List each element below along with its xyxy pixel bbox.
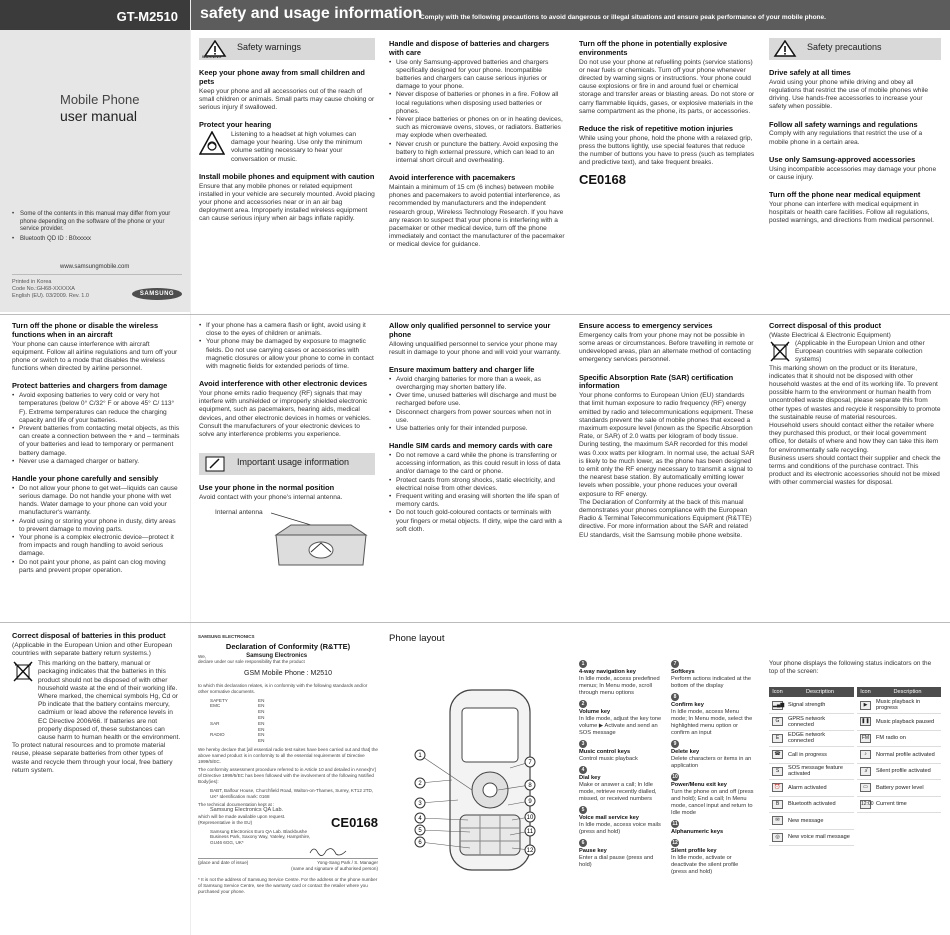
standard-value: EN [258, 720, 265, 726]
section-text: During testing, the maximum SAR recorded for this model was 0.xxx watts per kilogram. In normal use, the actual SAR is likely to be much lower, as the phone has been designed to emit only the RF energy necessary to transmit a signal to the nearest base station. By automatically emitting lower levels when possible, your phone reduces your overall exposure to RF energy. [579, 441, 755, 498]
signatory-name: Yong-Sang Park / S. Manager [317, 859, 378, 865]
music-paused-icon: ❚❚ [861, 718, 870, 725]
legend-key-name: Volume key [579, 709, 611, 715]
row-divider [0, 314, 950, 315]
status-icon-cell [769, 747, 786, 764]
callout-number: 8 [671, 693, 679, 701]
standard-value: EN [258, 703, 265, 709]
status-description: Normal profile activated [874, 747, 941, 764]
caution-icon [773, 40, 797, 58]
section-text: Your phone conforms to European Union (EU) standards that limit human exposure to radio frequency (RF) energy emitted by radio and telecommunications equipment. These standards prevent the sale of mobile phones that exceed a maximum exposure level (known as the Specific Absorption Rate, or SAR) of 2.0 watts per kilogram of body tissue. [579, 392, 754, 441]
status-description: Signal strength [786, 697, 854, 714]
section-subheading: (Waste Electrical & Electronic Equipment) [769, 331, 891, 339]
section-text: Emergency calls from your phone may not be possible in some areas or circumstances. Before travelling in remote or undeveloped areas, plan an alternate method of contacting emergency services personnel. [579, 331, 754, 364]
table-row [857, 763, 941, 780]
standard-value: EN [258, 709, 265, 715]
standard-key: SAR [210, 720, 220, 726]
fm-radio-icon: FM [861, 734, 870, 741]
callout-number: 2 [418, 781, 422, 788]
ce-mark: CE0168 [579, 171, 626, 187]
section-heading: Use only Samsung-approved accessories [769, 154, 916, 164]
column-header: Icon [857, 687, 874, 697]
callout-number: 9 [671, 740, 679, 748]
standard-value: EN [258, 697, 265, 703]
standard-value: EN [258, 738, 265, 744]
table-row [769, 763, 854, 780]
status-icon-cell [769, 813, 786, 830]
table-row [857, 714, 941, 731]
cover-note: • Some of the contents in this manual may differ from your phone depending on the software of the phone or your service provider. [12, 211, 182, 234]
section-text: This marking shown on the product or its literature, indicates that it should not be disposed with other household wastes at the end of its working life. To prevent possible harm to the environment or human health from uncontrolled waste disposal, please separate this from other types of wastes and recycle it responsibly to promote the sustainable reuse of material resources. [769, 364, 941, 421]
status-description: Alarm activated [786, 780, 854, 797]
section-text: Avoid contact with your phone's internal antenna. [199, 494, 343, 502]
important-usage-header [199, 453, 375, 475]
section-heading: Avoid interference with other electronic devices [199, 379, 368, 389]
legend-key-desc: In Idle mode, access Menu mode; In Menu mode, select the highlighted menu option or confirm an input [671, 709, 753, 736]
declaration-title: Declaration of Conformity (R&TTE) [225, 641, 351, 651]
safety-precautions-header [769, 38, 941, 60]
callout-number: 11 [672, 821, 678, 827]
status-description: New message [786, 813, 854, 830]
list-item: • Prevent batteries from contacting metal objects, as this can create a connection between the + and – terminals of your batteries and lead to temporary or permanent battery damage. [12, 425, 182, 458]
weee-column [769, 322, 941, 488]
samsung-logo: SAMSUNG [132, 288, 182, 300]
cover-website: www.samsungmobile.com [60, 264, 130, 270]
batteries-column [389, 40, 565, 250]
legend-key-name: Alphanumeric keys [671, 829, 724, 835]
section-text: Allowing unqualified personnel to service your phone may result in damage to your phone and will void your warranty. [389, 340, 561, 356]
cover-divider [12, 274, 182, 275]
list-item: • Disconnect chargers from power sources when not in use. [389, 409, 565, 425]
legend-item [579, 660, 663, 697]
safety-warnings-column [199, 38, 375, 224]
section-heading: Drive safely at all times [769, 68, 851, 77]
cover-notes [12, 211, 182, 245]
page-subtitle: Comply with the following precautions to avoid dangerous or illegal situations and ensure peak performance of your mobile phone. [420, 14, 826, 21]
damage-list [12, 392, 182, 466]
antenna-illustration [199, 505, 375, 575]
legend-item [671, 660, 755, 690]
legend-key-name: Voice mail service key [579, 815, 639, 821]
silent-profile-icon: ♪̸ [860, 767, 871, 776]
section-heading: Turn off the phone in potentially explosive environments [579, 39, 728, 57]
legend-item [579, 806, 663, 836]
battery-life-list [389, 376, 565, 433]
standard-key: EMC [210, 703, 221, 709]
section-text: Ensure that any mobile phones or related equipment installed in your vehicle are securely mounted. Avoid placing your phone and accessories near or in an air bag deployment area. Improperly installed wireless equipment can cause serious injury when air bags inflate rapidly. [199, 182, 375, 223]
new-message-icon: ✉ [772, 816, 783, 825]
standard-value: EN [258, 732, 265, 738]
callout-number: 5 [579, 806, 587, 814]
sim-list [389, 452, 565, 534]
legend-item [671, 740, 755, 770]
cover-title-line2: user manual [60, 108, 138, 124]
section-heading: Handle SIM cards and memory cards with care [389, 441, 553, 451]
legend-item [579, 839, 663, 869]
status-description: SOS message feature activated [786, 763, 854, 780]
column-divider [190, 0, 191, 935]
battery-icon: ▭ [860, 783, 871, 792]
legend-key-desc: In Idle mode, access predefined menus; In Menu mode, scroll through menu options [579, 676, 660, 696]
list-item: • Never crush or puncture the battery. Avoid exposing the battery to high external pressure, which can lead to an internal short circuit and overheating. [389, 141, 565, 166]
table-row [857, 697, 941, 714]
section-text: Your phone emits radio frequency (RF) signals that may interfere with unshielded or improperly shielded electronic equipment, such as pacemakers, hearing aids, medical devices, and other electronic devices in homes or vehicles. Consult the manufacturers of your electronic devices to solve any interference problems you experience. [199, 390, 371, 439]
cover-title-line1: Mobile Phone [60, 92, 140, 107]
declaration-product: GSM Mobile Phone : M2510 [244, 670, 332, 678]
list-item: • Avoid exposing batteries to very cold or very hot temperatures (below 0° C/32° F or above 45° C/ 113° F). Extreme temperatures can reduce the charging capacity and life of your batteries. [12, 392, 182, 425]
legend-key-desc: Perform actions indicated at the bottom of the display [671, 676, 751, 689]
section-text: Your phone can cause interference with aircraft equipment. Follow all airline regulations and turn off your phone or switch to a mode that disables the wireless functions when directed by airline personnel. [12, 340, 178, 373]
legend-item [671, 773, 755, 817]
section-text: While using your phone, hold the phone with a relaxed grip, press the buttons lightly, use special features that reduce the number of buttons you have to press (such as templates and predictive text), and take frequent breaks. [579, 134, 755, 167]
callout-number: 2 [579, 700, 587, 708]
declaration-text: Samsung Electronics QA Lab. [210, 807, 284, 814]
section-text: Business users should contact their supplier and check the terms and conditions of the purchase contract. This product and its electronic accessories should not be mixed with other commercial wastes for disposal. [769, 454, 941, 487]
antenna-label: Internal antenna [215, 509, 263, 517]
list-item: • Do not paint your phone, as paint can clog moving parts and prevent proper operation. [12, 559, 182, 575]
declaration-address: Samsung Electronics Euro QA Lab. Blackbushe Business Park, Saxony Way, Yateley, Hampshire, GU46 6GG, UK* [210, 828, 311, 846]
section-heading: Follow all safety warnings and regulations [769, 119, 918, 129]
declaration-text: (Representative in the EU) [198, 819, 253, 825]
callout-number: 3 [579, 740, 587, 748]
declaration-text: The technical documentation kept at : [198, 802, 275, 808]
section-heading: Turn off the phone near medical equipment [769, 190, 921, 200]
legend-left [579, 660, 663, 872]
safety-precautions-title: Safety precautions [807, 42, 882, 52]
section-heading: Protect batteries and chargers from damage [12, 381, 168, 391]
clock-icon: 12:00 [861, 800, 874, 807]
section-heading: Turn off the phone or disable the wireless functions when in an aircraft [12, 321, 159, 339]
declaration-text: The conformity assessment procedure referred to in Article 10 and detailed in Annex[IV] of Directive 1999/5/EC has been followed with the involvement of the following Notified Body(ies): [198, 767, 376, 784]
section-heading: Specific Absorption Rate (SAR) certification information [579, 372, 734, 391]
legend-key-name: Power/Menu exit key [671, 782, 727, 788]
callout-number: 6 [418, 840, 422, 847]
table-row [857, 747, 941, 764]
legend-key-name: Music control keys [579, 749, 631, 755]
legend-key-name: Dial key [579, 775, 601, 781]
declaration-text: (name and signature of authorised person) [291, 865, 378, 871]
declaration-company: Samsung Electronics [246, 652, 308, 659]
cover-title [60, 92, 140, 124]
section-heading: Handle your phone carefully and sensibly [12, 474, 159, 484]
important-usage-title: Important usage information [237, 457, 350, 468]
callout-number: 4 [579, 766, 587, 774]
section-text: (Applicable in the European Union and other European countries with separate battery return systems.) [12, 641, 173, 657]
status-description: GPRS network connected [786, 714, 854, 731]
legend-item [671, 820, 755, 836]
legend-key-desc: Make or answer a call; In Idle mode, retrieve recently dialled, missed, or received numbers [579, 782, 657, 802]
section-heading: Avoid interference with pacemakers [389, 173, 516, 183]
table-row [769, 747, 854, 764]
section-heading: Handle and dispose of batteries and chargers with care [389, 39, 550, 57]
section-text: (Applicable in the European Union and other European countries with separate collection systems) [795, 340, 925, 364]
section-heading: Correct disposal of batteries in this product [12, 631, 166, 640]
legend-key-name: Silent profile key [671, 848, 717, 854]
status-description: Current time [874, 796, 941, 813]
legend-item [671, 693, 755, 737]
section-heading: Keep your phone away from small children and pets [199, 68, 365, 86]
section-text: To protect natural resources and to promote material reuse, please separate batteries from other types of waste and recycle them through your local, free battery return system. [12, 742, 173, 774]
list-item: • Avoid using or storing your phone in dusty, dirty areas to prevent damage to moving parts. [12, 518, 182, 534]
status-icon-cell [857, 763, 874, 780]
section-text: Listening to a headset at high volumes can damage your hearing. Use only the minimum volume setting necessary to hear your conversation or music. [231, 131, 363, 163]
status-description: Music playback paused [874, 714, 941, 731]
print-line: Code No.:GH68-XXXXXA [12, 286, 75, 292]
section-heading: Install mobile phones and equipment with caution [199, 171, 375, 181]
status-description: FM radio on [874, 730, 941, 747]
list-item: • If your phone has a camera flash or light, avoid using it close to the eyes of children or animals. [199, 322, 375, 338]
voicemail-icon: ◎ [772, 833, 783, 842]
legend-key-name: 4-way navigation key [579, 669, 636, 675]
status-icon-cell [857, 714, 874, 731]
section-text: Avoid using your phone while driving and obey all regulations that restrict the use of mobile phones while driving. Use hands-free accessories to increase your safety when possible. [769, 78, 929, 111]
legend-key-desc: Delete characters or items in an application [671, 756, 752, 769]
legend-key-desc: Enter a dial pause (press and hold) [579, 855, 654, 868]
status-icons-table-right [857, 687, 941, 813]
signal-icon: ▂▄▆ [773, 701, 785, 708]
page-title: safety and usage information [200, 5, 423, 22]
declaration-of-conformity [198, 634, 378, 924]
status-icon-cell [857, 747, 874, 764]
status-description: Silent profile activated [874, 763, 941, 780]
aircraft-column [12, 322, 182, 575]
section-heading: Correct disposal of this product [769, 321, 882, 330]
phone-antenna-drawing [271, 505, 371, 575]
legend-key-desc: In Idle mode, adjust the key tone volume ▶ Activate and send an SOS message [579, 716, 662, 736]
weee-bin-icon [769, 340, 791, 362]
edge-icon: E [772, 734, 783, 743]
status-description: Call in progress [786, 747, 854, 764]
list-item: • Use only Samsung-approved batteries and chargers specifically designed for your phone. Incompatible batteries and chargers can cause serious injuries or damage to your phone. [389, 59, 565, 92]
status-icon-cell [857, 796, 874, 813]
callout-number: 12 [672, 840, 678, 846]
section-text: Using incompatible accessories may damage your phone or cause injury. [769, 165, 937, 181]
callout-number: 5 [418, 828, 422, 835]
gprs-icon: G [772, 717, 783, 726]
column-header: Description [874, 687, 941, 697]
sar-column [579, 322, 755, 540]
legend-key-name: Pause key [579, 848, 607, 854]
list-item: • Do not remove a card while the phone is transferring or accessing information, as this could result in loss of data and/or damage to the card or phone. [389, 452, 565, 477]
table-row [769, 780, 854, 797]
status-icon-cell [769, 829, 786, 846]
status-icon-cell [769, 763, 786, 780]
declaration-we: We, [198, 653, 207, 659]
list-item: • Use batteries only for their intended purpose. [389, 425, 565, 433]
callout-number: 10 [526, 815, 534, 822]
section-heading: Use your phone in the normal position [199, 483, 335, 493]
section-text: Household users should contact either the retailer where they purchased this product, or their local government office, for details of where and how they can take this item for environmentally safe recycling. [769, 422, 939, 454]
phone-layout-title: Phone layout [389, 633, 445, 644]
list-item: • Protect cards from strong shocks, static electricity, and electrical noise from other devices. [389, 477, 565, 493]
table-row [857, 780, 941, 797]
section-text: The Declaration of Conformity at the back of this manual demonstrates your phones compliance with the European Radio & Terminal Telecommunications Equipment (R&TTE) directive. For more information about the SAR and related EU standards, visit the Samsung mobile phone website. [579, 498, 752, 539]
cover-print-info [12, 279, 89, 300]
safety-precautions-column [769, 38, 941, 225]
samsung-electronics-logo: SAMSUNG ELECTRONICS [198, 634, 255, 639]
section-heading: Ensure access to emergency services [579, 321, 713, 330]
list-item: • Never use a damaged charger or battery. [12, 458, 182, 466]
bluetooth-icon: B [772, 800, 783, 809]
status-icon-cell [857, 780, 874, 797]
callout-number: 1 [579, 660, 587, 668]
list-item: • Avoid charging batteries for more than a week, as overcharging may shorten battery life. [389, 376, 565, 392]
standard-value: EN [258, 726, 265, 732]
standard-row [198, 738, 378, 744]
standard-key [198, 738, 258, 744]
phone-diagram [400, 680, 550, 880]
callout-number: 8 [528, 783, 532, 790]
callout-number: 1 [418, 753, 422, 760]
list-item: • Never dispose of batteries or phones in a fire. Follow all local regulations when disposing used batteries or phones. [389, 91, 565, 116]
legend-item [579, 700, 663, 737]
legend-key-name: Softkeys [671, 669, 695, 675]
standard-key: SAFETY [210, 697, 228, 703]
section-text: Do not use your phone at refuelling points (service stations) or near fuels or chemicals. Turn off your phone whenever directed by warning signs or instructions. Your phone could cause explosions or fire in and around fuel or chemical storage and transfer areas or blasting areas. Do not store or carry flammable liquids, gases, or explosive materials in the same compartment as the phone, its parts, or accessories. [579, 58, 755, 115]
status-description: Battery power level [874, 780, 941, 797]
status-description: New voice mail message [786, 829, 854, 846]
table-row [769, 714, 854, 731]
service-column [389, 322, 565, 534]
print-line: English (EU). 03/2009. Rev. 1.0 [12, 293, 89, 299]
handle-list [12, 485, 182, 575]
legend-item [671, 839, 755, 876]
status-icon-cell [857, 697, 874, 714]
section-heading: Ensure maximum battery and charger life [389, 365, 535, 374]
safety-warnings-header [199, 38, 375, 60]
legend-item [579, 740, 663, 763]
declaration-footnote: * It is not the address of Samsung Service Centre. For the address or the phone number of Samsung Service Centre, see the warranty card or contact the retailer where you purchased your phone. [198, 877, 378, 894]
legend-key-name: Delete key [671, 749, 700, 755]
battery-disposal-column [12, 632, 182, 775]
declaration-text: declare under our sole responsibility that the product [198, 659, 305, 665]
print-line: Printed in Korea [12, 279, 52, 285]
callout-number: 7 [528, 760, 532, 767]
table-row [857, 730, 941, 747]
list-item: • Never place batteries or phones on or in heating devices, such as microwave ovens, stoves, or radiators. Batteries may explode when overheated. [389, 116, 565, 141]
status-icon-cell [769, 730, 786, 747]
normal-profile-icon: ♪ [860, 750, 871, 759]
list-item: • Do not touch gold-coloured contacts or terminals with your fingers or metal objects. If dirty, wipe the card with a soft cloth. [389, 509, 565, 534]
status-description: Bluetooth activated [786, 796, 854, 813]
list-item: • Do not allow your phone to get wet—liquids can cause serious damage. Do not handle your phone with wet hands. Water damage to your phone can void your manufacturer's warranty. [12, 485, 182, 518]
cover-panel [0, 30, 190, 312]
table-row [857, 796, 941, 813]
list-item: • Over time, unused batteries will discharge and must be recharged before use. [389, 392, 565, 408]
standard-value: EN [258, 714, 265, 720]
list-item: • Your phone may be damaged by exposure to magnetic fields. Do not use carrying cases or accessories with magnetic closures or allow your phone to come in contact with magnetic fields for extended periods of time. [199, 338, 375, 371]
list-item: • Your phone is a complex electronic device—protect it from impacts and rough handling to avoid serious damage. [12, 534, 182, 559]
row-divider [0, 622, 950, 623]
hearing-warning-icon [199, 131, 225, 155]
status-description: Music playback in progress [874, 697, 941, 714]
signature-mark [308, 846, 348, 856]
alarm-icon: ⏰ [772, 783, 783, 792]
callout-number: 9 [528, 799, 532, 806]
section-text: This marking on the battery, manual or packaging indicates that the batteries in this product should not be disposed of with other household waste at the end of their working life. Where marked, the chemical symbols Hg, Cd or Pb indicate that the battery contains mercury, cadmium or lead above the reference levels in EC Directive 2006/66. If batteries are not properly disposed of, these substances can cause harm to human health or the environment. [38, 660, 181, 742]
battery-bin-icon [12, 660, 34, 682]
callout-number: 4 [418, 816, 422, 823]
status-intro: Your phone displays the following status indicators on the top of the screen: [769, 660, 932, 675]
legend-item [579, 766, 663, 803]
table-row [769, 796, 854, 813]
sos-icon: S [772, 767, 783, 776]
status-icon-cell [769, 796, 786, 813]
section-text: Keep your phone and all accessories out of the reach of small children or animals. Small parts may cause choking or serious injury if swallowed. [199, 87, 375, 111]
call-icon: ☎ [772, 750, 783, 759]
declaration-text: (place and date of issue) [198, 859, 249, 865]
status-icon-cell [769, 697, 786, 714]
section-text: Maintain a minimum of 15 cm (6 inches) between mobile phones and pacemakers to avoid potential interference, as recommended by manufacturers and the independent research group, Wireless Technology Research. If you have any reason to suspect that your phone is interfering with a pacemaker or other medical device, turn off the phone immediately and contact the manufacturer of the pacemaker or medical device for guidance. [389, 184, 565, 249]
status-icon-cell [769, 714, 786, 731]
notified-body: BABT, Balfour House, Churchfield Road, Walton-on-Thames, Surrey, KT12 2TD, UK* Identification mark: 0168 [210, 787, 374, 799]
camera-magnetic-list [199, 322, 375, 371]
declaration-text: We hereby declare that [all essential radio test suites have been carried out and that] the above named product is in conformity to all the essential requirements of Directive 1999/5/EC. [198, 746, 378, 764]
table-row [769, 730, 854, 747]
callout-number: 3 [418, 801, 422, 808]
note-icon [203, 455, 227, 473]
music-playing-icon: ▶ [860, 701, 871, 710]
standard-key: RADIO [210, 732, 225, 738]
list-item: • Frequent writing and erasing will shorten the life span of memory cards. [389, 493, 565, 509]
declaration-ce-mark: CE0168 [331, 814, 378, 830]
callout-number: 12 [526, 848, 534, 855]
legend-key-desc: In Idle mode, access voice mails (press and hold) [579, 822, 661, 835]
section-text: Comply with any regulations that restrict the use of a mobile phone in a certain area. [769, 130, 923, 146]
standards-list [198, 698, 378, 744]
section-heading: Reduce the risk of repetitive motion injuries [579, 124, 734, 134]
table-row [769, 829, 854, 846]
warning-caption: WARNING [202, 54, 222, 59]
callout-number: 7 [671, 660, 679, 668]
batteries-list [389, 59, 565, 166]
column-header: Icon [769, 687, 786, 697]
status-icon-cell [857, 730, 874, 747]
section-heading: Allow only qualified personnel to service your phone [389, 321, 551, 339]
callout-number: 10 [672, 774, 678, 780]
status-icon-cell [769, 780, 786, 797]
column-header: Description [786, 687, 854, 697]
callout-number: 11 [526, 829, 534, 836]
table-row [769, 813, 854, 830]
legend-key-desc: In Idle mode, activate or deactivate the silent profile (press and hold) [671, 855, 739, 875]
legend-key-name: Confirm key [671, 702, 704, 708]
legend-key-desc: Turn the phone on and off (press and hold); End a call; In Menu mode, cancel input and return to Idle mode [671, 789, 754, 816]
declaration-text: to which this declaration relates, is in conformity with the following standards and/or other normative documents. [198, 682, 368, 694]
status-description: EDGE network connected [786, 730, 854, 747]
table-row [769, 697, 854, 714]
status-icons-table-left [769, 687, 854, 846]
explosive-column [579, 39, 755, 187]
section-text: Your phone can interfere with medical equipment in hospitals or health care facilities. Follow all regulations, posted warnings, and directions from medical personnel. [769, 200, 934, 225]
electronic-column [199, 322, 375, 575]
callout-number: 6 [579, 839, 587, 847]
confirm-key [483, 783, 497, 797]
safety-warnings-title: Safety warnings [237, 42, 302, 52]
declaration-text: which will be made available upon request. [198, 813, 286, 819]
legend-key-desc: Control music playback [579, 756, 638, 762]
cover-note: • Bluetooth QD ID : B0xxxxx [12, 236, 182, 244]
section-heading: Protect your hearing [199, 120, 272, 130]
legend-right [671, 660, 755, 879]
phone-screen [462, 708, 518, 762]
model-name: GT-M2510 [0, 0, 190, 30]
